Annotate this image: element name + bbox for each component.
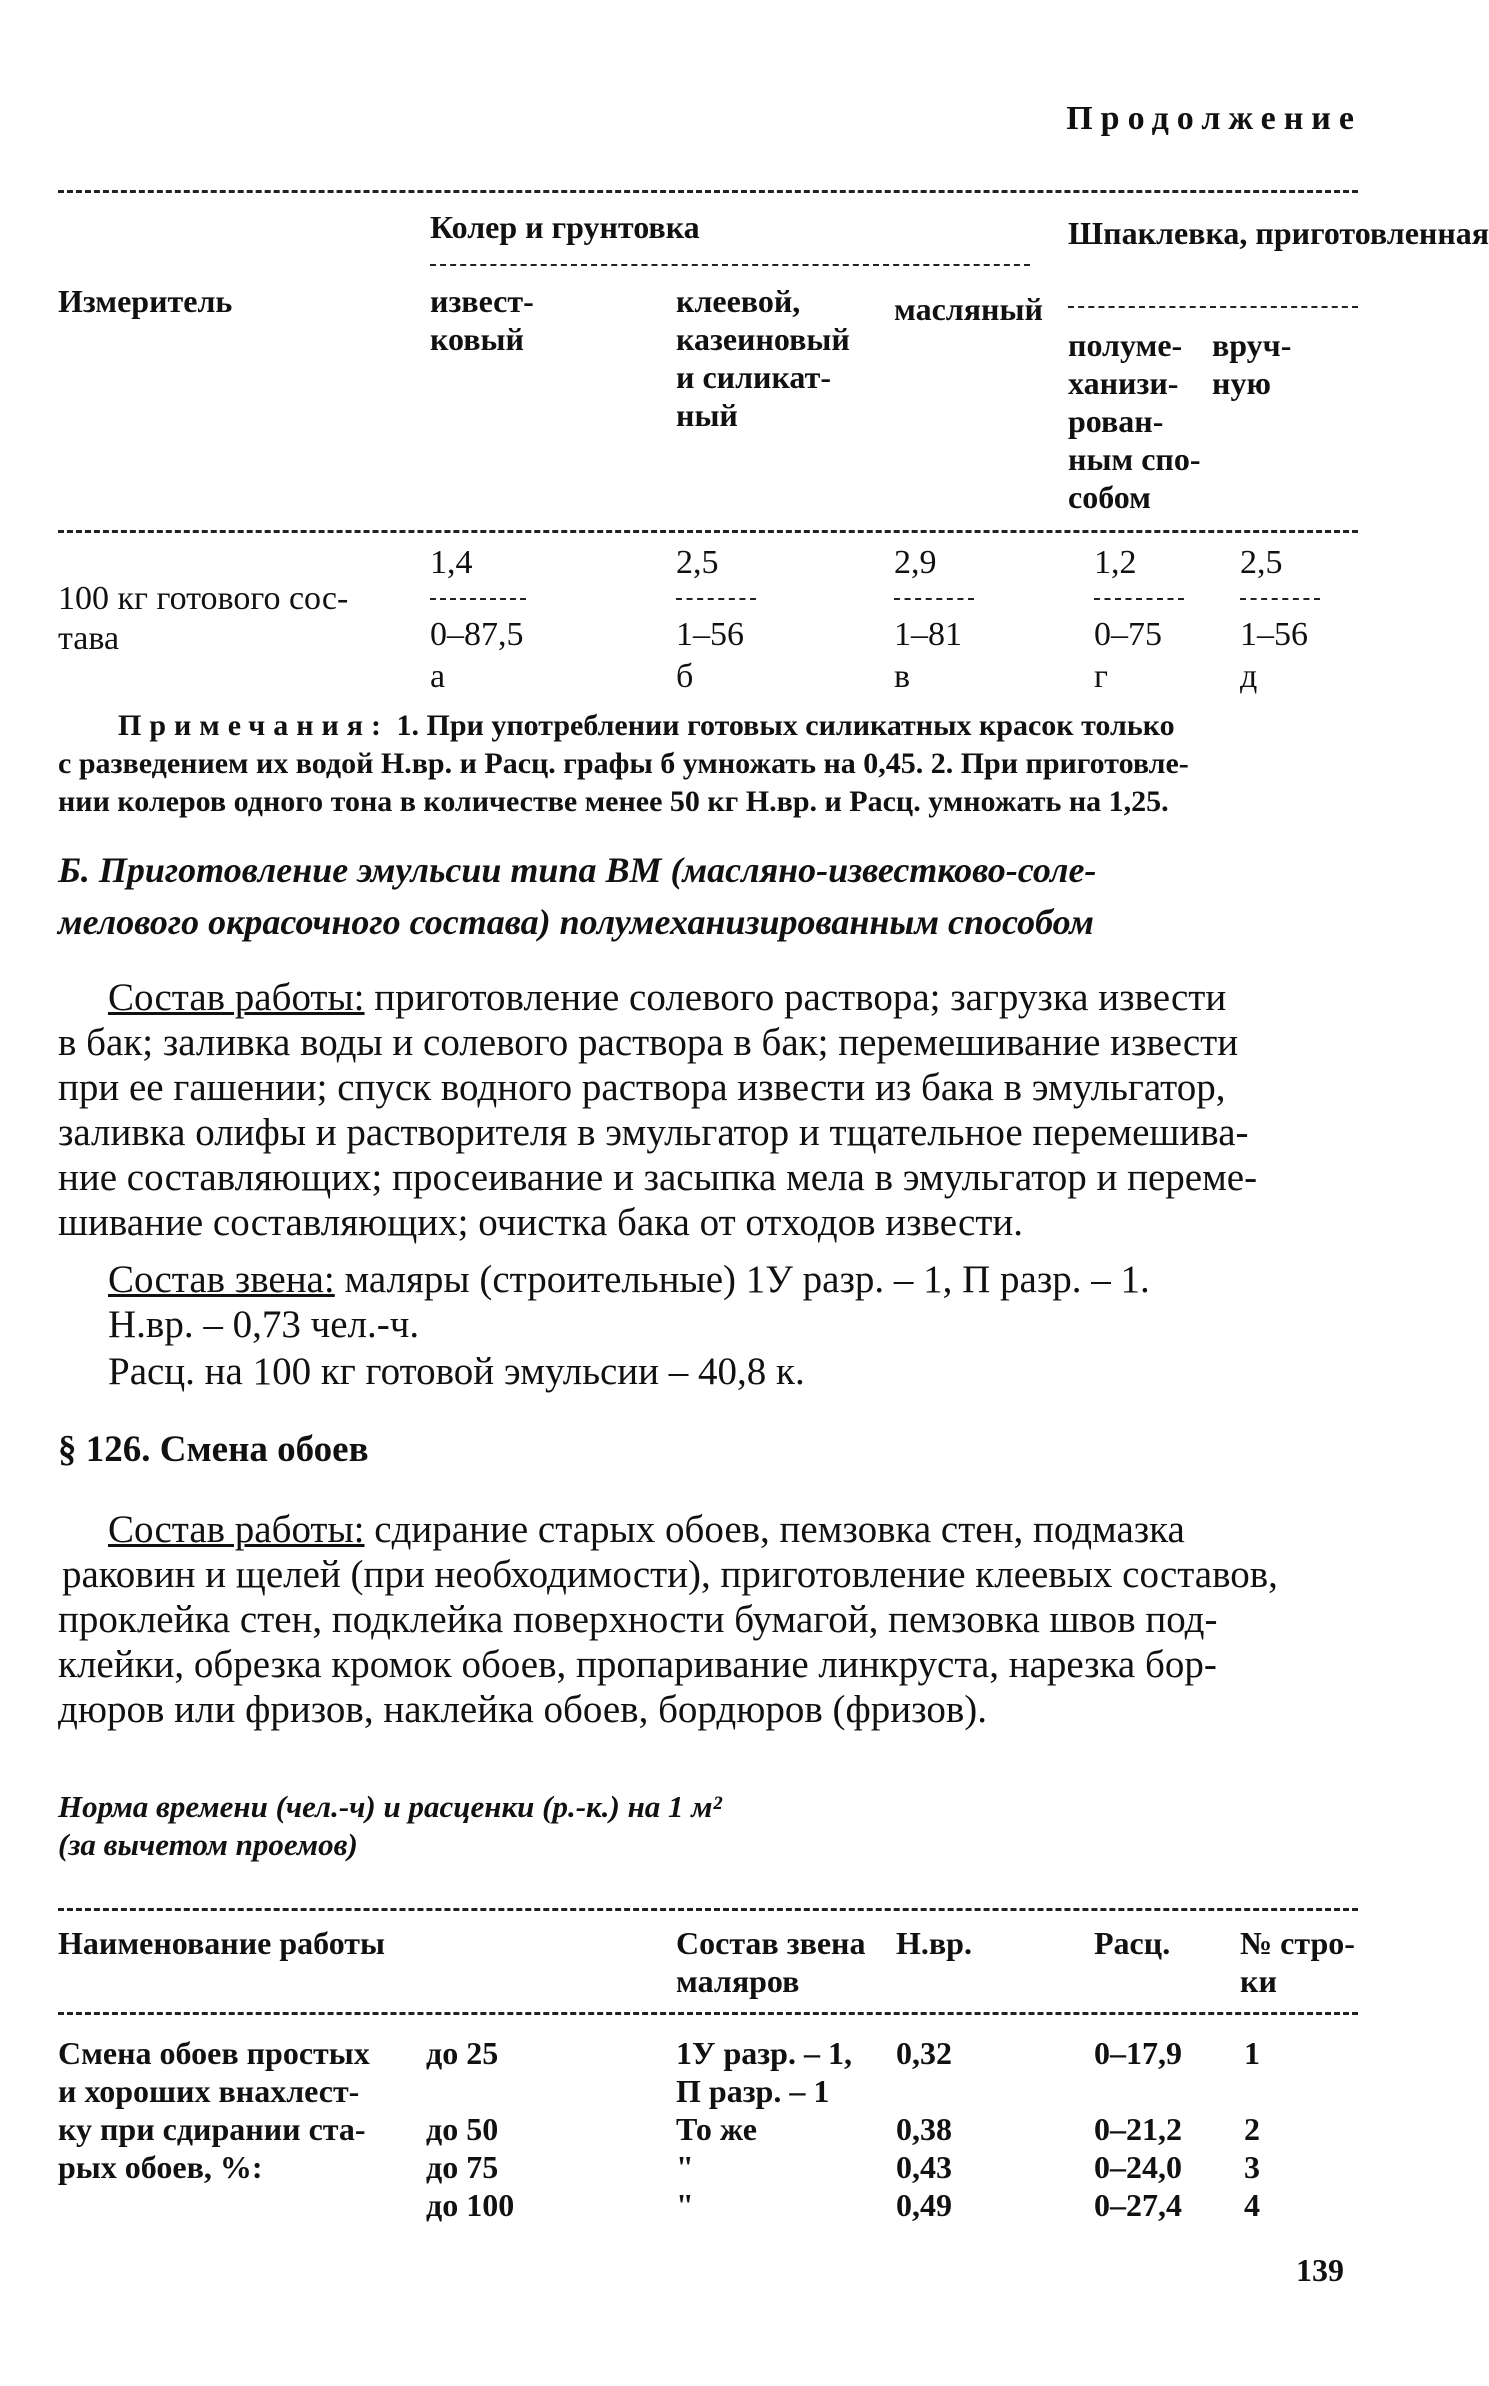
section-b-work-line-6: шивание составляющих; очистка бака от отходов извести.	[58, 1201, 1024, 1244]
section-b-title-2: мелового окрасочного состава) полумеханизированным способом	[58, 902, 1094, 942]
row-label-2: тава	[58, 620, 120, 657]
t2-row4-norm: 0,49	[896, 2187, 952, 2223]
section-126-work-label: Состав работы:	[108, 1508, 365, 1551]
table1-header-rule	[58, 530, 1358, 533]
table2-header-rule	[58, 2012, 1358, 2015]
section-b-work-line-1	[108, 976, 1226, 1020]
t2-row4-crew: "	[676, 2187, 694, 2223]
header-polumeh-5: собом	[1068, 479, 1151, 515]
header-kley-1: клеевой,	[676, 283, 801, 319]
t2-row4-cond: до 100	[426, 2187, 515, 2223]
header-izv-1: извест-	[430, 283, 534, 319]
section-126-line-4: клейки, обрезка кромок обоев, пропаривание линкруста, нарезка бор-	[58, 1643, 1217, 1686]
header-polumeh-3: рован-	[1068, 403, 1164, 439]
t2-row2-norm: 0,38	[896, 2111, 952, 2147]
t2-name-2: и хороших внахлест-	[58, 2073, 360, 2109]
cell-a-rule	[430, 598, 526, 600]
section-126-line-3: проклейка стен, подклейка поверхности бумагой, пемзовка швов под-	[58, 1598, 1218, 1641]
t2-header-row-2: ки	[1240, 1963, 1277, 1999]
t2-row3-cond: до 75	[426, 2149, 499, 2185]
t2-row3-rate: 0–24,0	[1094, 2149, 1182, 2185]
cell-v-norm: 2,9	[894, 544, 937, 581]
header-masl: масляный	[894, 291, 1043, 327]
section-126-line-1	[108, 1508, 1185, 1552]
header-vruch-1: вруч-	[1212, 327, 1292, 363]
header-polumeh-2: ханизи-	[1068, 365, 1179, 401]
t2-row2-rate: 0–21,2	[1094, 2111, 1182, 2147]
t2-row3-norm: 0,43	[896, 2149, 952, 2185]
t2-header-crew-1: Состав звена	[676, 1925, 866, 1961]
section-b-work-text-1: приготовление солевого раствора; загрузка извести	[364, 976, 1227, 1019]
cell-b-norm: 2,5	[676, 544, 719, 581]
notes-text-1: 1. При употреблении готовых силикатных красок только	[389, 709, 1175, 742]
cell-v-letter: в	[894, 658, 911, 695]
header-kley-4: ный	[676, 397, 738, 433]
t2-header-row-1: № стро-	[1240, 1925, 1355, 1961]
cell-v-rate: 1–81	[894, 616, 962, 653]
continuation-label: Продолжение	[1066, 100, 1362, 137]
t2-header-rate: Расц.	[1094, 1925, 1171, 1961]
cell-d-rate: 1–56	[1240, 616, 1308, 653]
cell-a-norm: 1,4	[430, 544, 473, 581]
section-126-line-5: дюров или фризов, наклейка обоев, бордюров (фризов).	[58, 1688, 987, 1731]
cell-d-letter: д	[1240, 658, 1258, 695]
cell-a-letter: а	[430, 658, 446, 695]
cell-g-letter: г	[1094, 658, 1108, 695]
t2-header-crew-2: маляров	[676, 1963, 800, 1999]
header-polumeh-4: ным спо-	[1068, 441, 1201, 477]
t2-row2-num: 2	[1244, 2111, 1260, 2147]
norm-caption-1: Норма времени (чел.-ч) и расценки (р.-к.) на 1 м²	[58, 1789, 722, 1824]
t2-row2-crew: То же	[676, 2111, 757, 2147]
notes-line-2: с разведением их водой Н.вр. и Расц. графы б умножать на 0,45. 2. При приготовле-	[58, 747, 1189, 780]
header-kley-3: и силикат-	[676, 359, 831, 395]
cell-b-rule	[676, 598, 756, 600]
row-label-1: 100 кг готового сос-	[58, 580, 349, 617]
t2-row1-norm: 0,32	[896, 2035, 952, 2071]
section-126-text-1: сдирание старых обоев, пемзовка стен, подмазка	[364, 1508, 1185, 1551]
t2-row1-crew-1: 1У разр. – 1,	[676, 2035, 852, 2071]
t2-name-3: ку при сдирании ста-	[58, 2111, 366, 2147]
page-number: 139	[1296, 2252, 1344, 2288]
table1-top-rule	[58, 190, 1358, 193]
cell-v-rule	[894, 598, 974, 600]
section-b-crew-line	[108, 1258, 1150, 1302]
header-polumeh-1: полуме-	[1068, 327, 1183, 363]
t2-row3-num: 3	[1244, 2149, 1260, 2185]
koler-subrule	[430, 264, 1030, 266]
t2-row1-num: 1	[1244, 2035, 1260, 2071]
t2-row1-crew-2: П разр. – 1	[676, 2073, 830, 2109]
shpak-subrule	[1068, 306, 1358, 308]
section-b-crew-label: Состав звена:	[108, 1258, 335, 1301]
t2-row1-rate: 0–17,9	[1094, 2035, 1182, 2071]
t2-header-norm: Н.вр.	[896, 1925, 972, 1961]
cell-b-letter: б	[676, 658, 694, 695]
cell-d-norm: 2,5	[1240, 544, 1283, 581]
header-measure: Измеритель	[58, 283, 233, 319]
cell-b-rate: 1–56	[676, 616, 744, 653]
t2-row4-rate: 0–27,4	[1094, 2187, 1182, 2223]
header-kley-2: казеиновый	[676, 321, 850, 357]
t2-row3-crew: "	[676, 2149, 694, 2185]
cell-a-rate: 0–87,5	[430, 616, 524, 653]
section-126-line-2: раковин и щелей (при необходимости), приготовление клеевых составов,	[62, 1553, 1278, 1596]
t2-row1-cond: до 25	[426, 2035, 499, 2071]
header-vruch-2: ную	[1212, 365, 1271, 401]
section-b-work-line-3: при ее гашении; спуск водного раствора извести из бака в эмульгатор,	[58, 1066, 1226, 1109]
norm-caption-2: (за вычетом проемов)	[58, 1827, 358, 1862]
section-b-work-line-2: в бак; заливка воды и солевого раствора в бак; перемешивание извести	[58, 1021, 1239, 1064]
section-b-title-1: Б. Приготовление эмульсии типа ВМ (масляно-известково-соле-	[58, 850, 1097, 890]
section-b-work-line-5: ние составляющих; просеивание и засыпка мела в эмульгатор и переме-	[58, 1156, 1258, 1199]
section-126-title: § 126. Смена обоев	[58, 1429, 369, 1470]
section-b-work-line-4: заливка олифы и растворителя в эмульгатор и тщательное перемешива-	[58, 1111, 1249, 1154]
header-koler-group: Колер и грунтовка	[430, 209, 700, 245]
cell-d-rule	[1240, 598, 1320, 600]
cell-g-norm: 1,2	[1094, 544, 1137, 581]
t2-name-4: рых обоев, %:	[58, 2149, 263, 2185]
table2-top-rule	[58, 1908, 1358, 1911]
t2-row2-cond: до 50	[426, 2111, 499, 2147]
notes-line-1	[118, 708, 1175, 744]
notes-line-3: нии колеров одного тона в количестве менее 50 кг Н.вр. и Расц. умножать на 1,25.	[58, 785, 1169, 818]
t2-name-1: Смена обоев простых	[58, 2035, 370, 2071]
section-b-crew-text: маляры (строительные) 1У разр. – 1, П разр. – 1.	[334, 1258, 1150, 1301]
section-b-work-label: Состав работы:	[108, 976, 365, 1019]
header-izv-2: ковый	[430, 321, 524, 357]
section-b-norm: Н.вр. – 0,73 чел.-ч.	[108, 1303, 420, 1346]
notes-label: Примечания:	[118, 709, 390, 742]
section-b-rate: Расц. на 100 кг готовой эмульсии – 40,8 к.	[108, 1350, 805, 1393]
t2-header-name: Наименование работы	[58, 1925, 385, 1961]
cell-g-rule	[1094, 598, 1184, 600]
header-shpak-group: Шпаклевка, приготовленная	[1068, 215, 1489, 251]
t2-row4-num: 4	[1244, 2187, 1260, 2223]
cell-g-rate: 0–75	[1094, 616, 1162, 653]
